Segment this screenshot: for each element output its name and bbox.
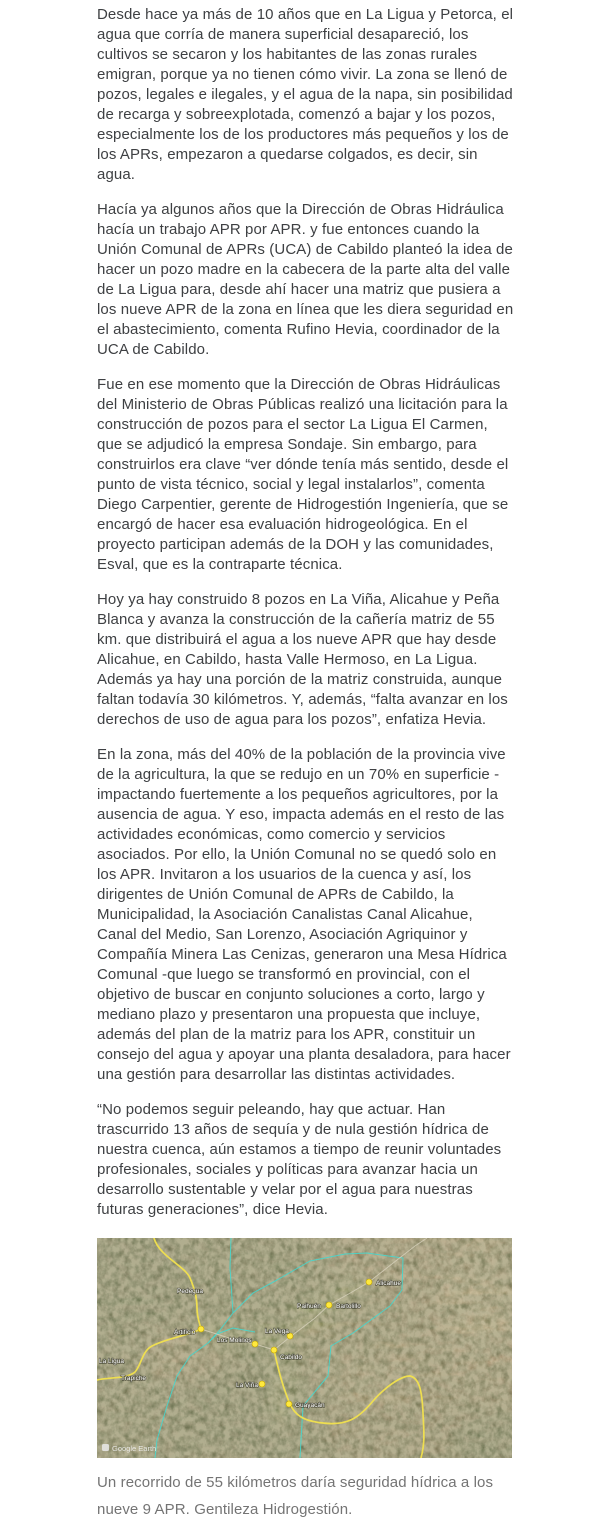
map-place-label: Los Molinos <box>217 1337 252 1344</box>
map-marker-dot <box>259 1381 265 1387</box>
map-place-label: Alicahue <box>376 1280 401 1287</box>
article-paragraph: Hacía ya algunos años que la Dirección de Obras Hidráulica hacía un trabajo APR por APR. y fue entonces cuando la Unión Comunal de APRs (UCA) de Cabildo planteó la idea de hacer un pozo madre en la cabecera de la parte alta del valle de La Ligua para, desde ahí hacer una matriz que pusiera a los nueve APR de la zona en línea que les diera seguridad en el abastecimiento, comenta Rufino Hevia, coordinador de la UCA de Cabildo. <box>97 201 514 358</box>
article-paragraph: En la zona, más del 40% de la población de la provincia vive de la agricultura, la que se redujo en un 70% en superficie -impactando fuertemente a los pequeños agricultores, por la ausencia de agua. Y eso, impacta además en el resto de las actividades económicas, como comercio y servicios asociados. Por ello, la Unión Comunal no se quedó solo en los APR. Invitaron a los usuarios de la cuenca y así, los dirigentes de Unión Comunal de APRs de Cabildo, la Municipalidad, la Asociación Canalistas Canal Alicahue, Canal del Medio, San Lorenzo, Asociación Agriquinor y Compañía Minera Las Cenizas, generaron una Mesa Hídrica Comunal -que luego se transformó en provincial, con el objetivo de buscar en conjunto soluciones a corto, largo y mediano plazo y presentaron una propuesta que incluye, además del plan de la matriz para los APR, constituir un consejo del agua y apoyar una planta desaladora, para hacer una gestión para desarrollar las distintas actividades. <box>97 746 511 1083</box>
map-marker-dot <box>326 1302 332 1308</box>
map-place-label: La Viña <box>236 1382 258 1389</box>
map-marker-dot <box>286 1401 292 1407</box>
article-paragraph: Hoy ya hay construido 8 pozos en La Viña, Alicahue y Peña Blanca y avanza la construcción de la cañería matriz de 55 km. que distribuirá el agua a los nueve APR que hay desde Alicahue, en Cabildo, hasta Valle Hermoso, en La Ligua. Además ya hay una porción de la matriz construida, aunque faltan todavía 30 kilómetros. Y, además, “falta avanzar en los derechos de uso de agua para los pozos”, enfatiza Hevia. <box>97 591 508 728</box>
article-paragraph: Fue en ese momento que la Dirección de Obras Hidráulicas del Ministerio de Obras Públicas realizó una licitación para la construcción de pozos para el sector La Ligua El Carmen, que se adjudicó la empresa Sondaje. Sin embargo, para construirlos era clave “ver dónde tenía más sentido, desde el punto de vista técnico, social y legal instalarlos”, comenta Diego Carpentier, gerente de Hidrogestión Ingeniería, que se encargó de hacer esa evaluación hidrogeológica. En el proyecto participan además de la DOH y las comunidades, Esval, que es la contraparte técnica. <box>97 376 509 573</box>
map-place-label: Artificio <box>174 1329 196 1336</box>
terrain-background <box>97 1238 512 1458</box>
map-place-label: Trapiche <box>121 1375 147 1382</box>
map-marker-dot <box>252 1341 258 1347</box>
svg-text:Google Earth: Google Earth <box>112 1444 157 1453</box>
article-paragraph: Desde hace ya más de 10 años que en La Ligua y Petorca, el agua que corría de manera superficial desapareció, los cultivos se secaron y los habitantes de las zonas rurales emigran, porque ya no tienen cómo vivir. La zona se llenó de pozos, legales e ilegales, y el agua de la napa, sin posibilidad de recarga y sobreexplotada, comenzó a bajar y los pozos, especialmente los de los productores más pequeños y los de los APRs, empezaron a quedarse colgados, es decir, sin agua. <box>97 6 514 183</box>
map-place-label: Guayacán <box>295 1402 325 1409</box>
article-paragraph: “No podemos seguir peleando, hay que actuar. Han trascurrido 13 años de sequía y de nula gestión hídrica de nuestra cuenca, aún estamos a tiempo de reunir voluntades profesionales, sociales y políticas para avanzar hacia un desarrollo sustentable y velar por el agua para nuestras futuras generaciones”, dice Hevia. <box>97 1101 502 1218</box>
satellite-map-image <box>97 1238 512 1458</box>
image-caption: Un recorrido de 55 kilómetros daría seguridad hídrica a los nueve 9 APR. Gentileza Hidrogestión. <box>97 1474 494 1518</box>
map-place-label: La Ligua <box>99 1358 124 1365</box>
map-place-label: Paihuén <box>297 1303 321 1310</box>
map-marker-dot <box>366 1279 372 1285</box>
map-place-label: Bartolillo <box>336 1303 361 1310</box>
map-marker-dot <box>271 1347 277 1353</box>
article-figure <box>97 1238 512 1523</box>
map-place-label: La Vega <box>265 1328 289 1335</box>
map-marker-dot <box>198 1326 204 1332</box>
map-place-label: Cabildo <box>280 1354 303 1361</box>
map-place-label: Pedegua <box>177 1288 204 1295</box>
